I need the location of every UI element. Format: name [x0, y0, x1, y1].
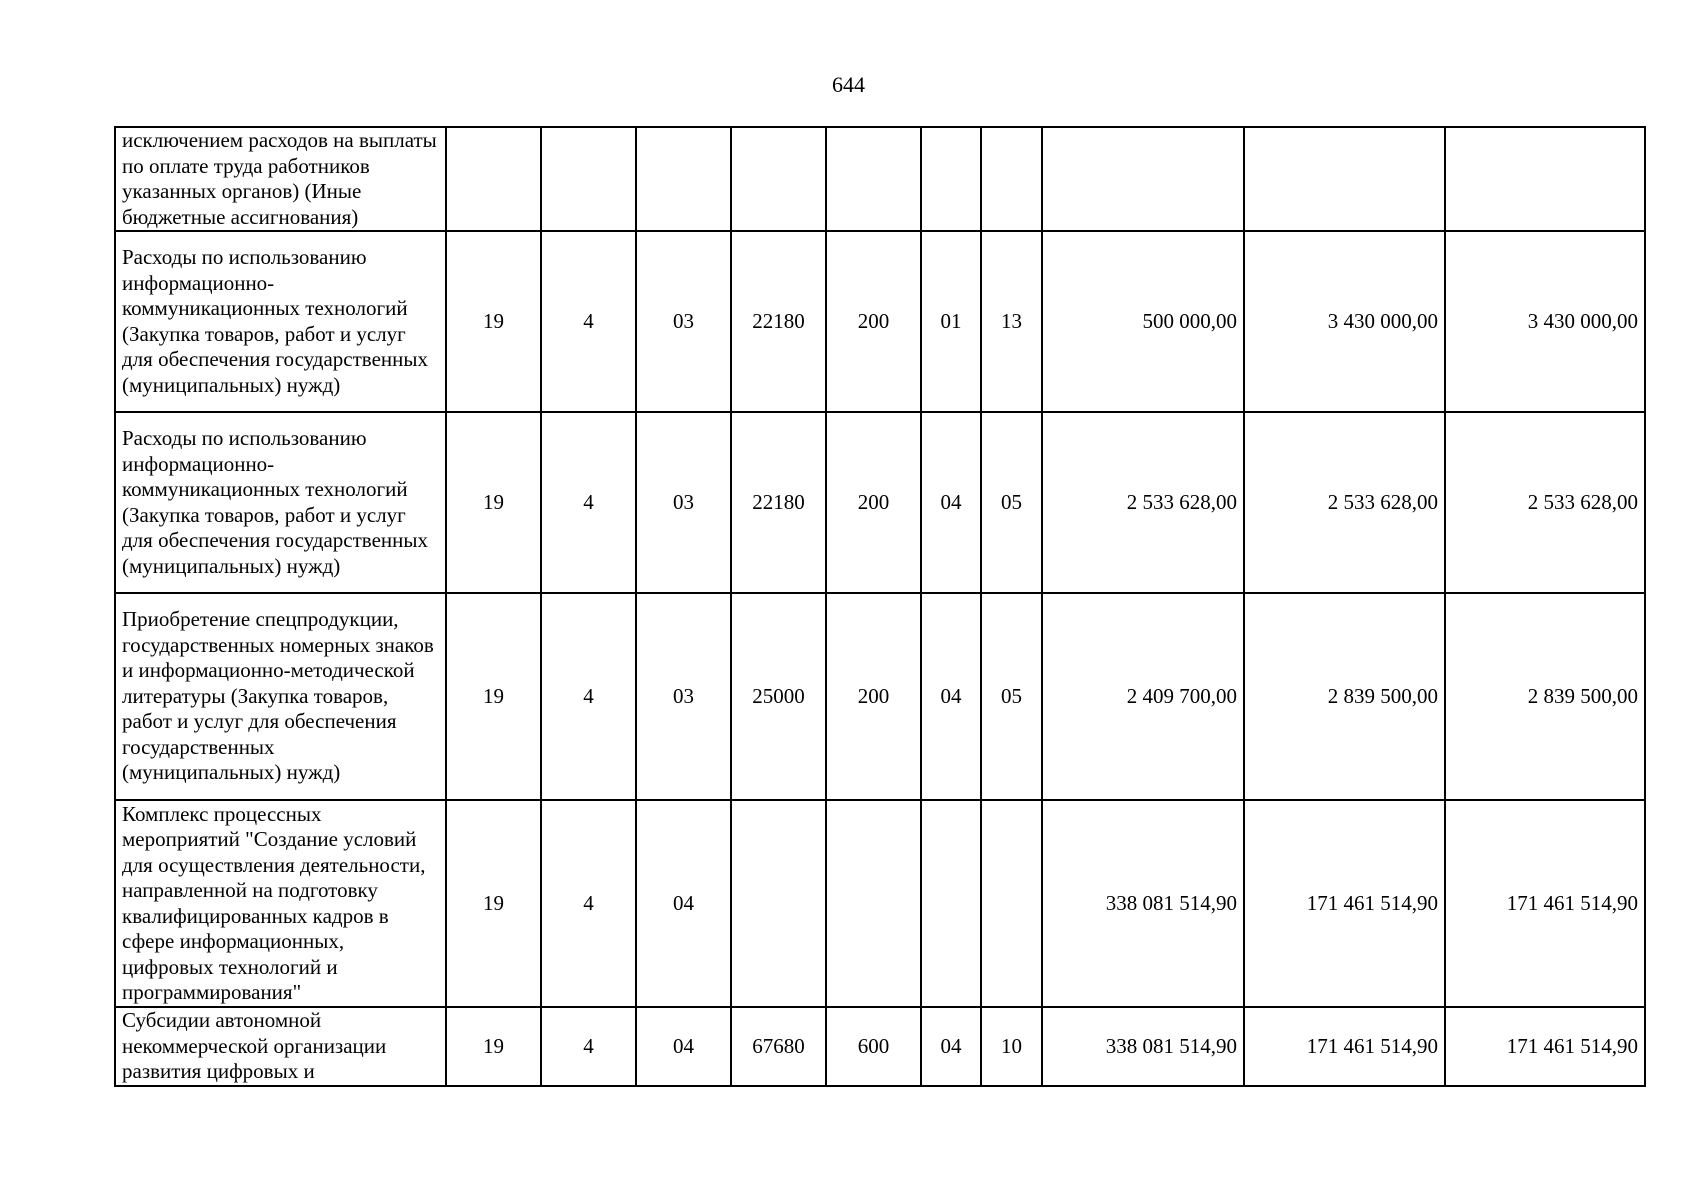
expense-type-cell: 200	[826, 231, 921, 412]
subsection-cell: 05	[981, 593, 1042, 800]
expense-type-cell: 200	[826, 593, 921, 800]
amount-year-1-cell: 338 081 514,90	[1042, 1007, 1244, 1086]
amount-year-3-cell: 2 533 628,00	[1445, 412, 1645, 593]
table-row	[115, 800, 1645, 1007]
subsection-cell	[981, 127, 1042, 231]
row-name-cell: Расходы по использованию информационно-коммуникационных технологий (Закупка товаров, работ и услуг для обеспечения государственных (муниципальных) нужд)	[115, 231, 446, 412]
budget-table	[114, 126, 1646, 1087]
amount-year-1-cell: 2 409 700,00	[1042, 593, 1244, 800]
section-cell: 04	[921, 593, 981, 800]
direction-code-cell: 22180	[731, 231, 826, 412]
section-cell: 01	[921, 231, 981, 412]
row-name-cell: Комплекс процессных мероприятий "Создание условий для осуществления деятельности, направленной на подготовку квалифицированных кадров в сфере информационных, цифровых технологий и программирования"	[115, 800, 446, 1007]
program-code-cell: 19	[446, 1007, 541, 1086]
expense-type-cell: 200	[826, 412, 921, 593]
program-code-cell: 19	[446, 412, 541, 593]
subprogram-code-cell: 4	[541, 593, 636, 800]
table-row	[115, 231, 1645, 412]
direction-code-cell	[731, 800, 826, 1007]
direction-code-cell: 67680	[731, 1007, 826, 1086]
section-cell: 04	[921, 1007, 981, 1086]
subsection-cell: 13	[981, 231, 1042, 412]
amount-year-3-cell: 171 461 514,90	[1445, 1007, 1645, 1086]
subsection-cell	[981, 800, 1042, 1007]
page-number: 644	[832, 72, 865, 97]
activity-code-cell: 03	[636, 231, 731, 412]
subsection-cell: 05	[981, 412, 1042, 593]
amount-year-3-cell	[1445, 127, 1645, 231]
direction-code-cell: 25000	[731, 593, 826, 800]
row-name-cell: Расходы по использованию информационно-коммуникационных технологий (Закупка товаров, работ и услуг для обеспечения государственных (муниципальных) нужд)	[115, 412, 446, 593]
amount-year-1-cell: 338 081 514,90	[1042, 800, 1244, 1007]
program-code-cell: 19	[446, 593, 541, 800]
amount-year-2-cell: 171 461 514,90	[1244, 1007, 1445, 1086]
section-cell: 04	[921, 412, 981, 593]
section-cell	[921, 800, 981, 1007]
amount-year-2-cell: 3 430 000,00	[1244, 231, 1445, 412]
amount-year-2-cell: 171 461 514,90	[1244, 800, 1445, 1007]
subsection-cell: 10	[981, 1007, 1042, 1086]
subprogram-code-cell	[541, 127, 636, 231]
activity-code-cell: 03	[636, 593, 731, 800]
subprogram-code-cell: 4	[541, 1007, 636, 1086]
amount-year-1-cell	[1042, 127, 1244, 231]
program-code-cell: 19	[446, 231, 541, 412]
table-row	[115, 1007, 1645, 1086]
amount-year-1-cell: 2 533 628,00	[1042, 412, 1244, 593]
subprogram-code-cell: 4	[541, 412, 636, 593]
direction-code-cell	[731, 127, 826, 231]
row-name-cell: Приобретение спецпродукции, государственных номерных знаков и информационно-методической литературы (Закупка товаров, работ и услуг для обеспечения государственных (муниципальных) нужд)	[115, 593, 446, 800]
expense-type-cell	[826, 800, 921, 1007]
row-name-cell: исключением расходов на выплаты по оплате труда работников указанных органов) (Иные бюджетные ассигнования)	[115, 127, 446, 231]
table-row	[115, 127, 1645, 231]
amount-year-3-cell: 2 839 500,00	[1445, 593, 1645, 800]
amount-year-3-cell: 171 461 514,90	[1445, 800, 1645, 1007]
table-row	[115, 412, 1645, 593]
expense-type-cell	[826, 127, 921, 231]
activity-code-cell: 03	[636, 412, 731, 593]
amount-year-3-cell: 3 430 000,00	[1445, 231, 1645, 412]
row-name-cell: Субсидии автономной некоммерческой организации развития цифровых и	[115, 1007, 446, 1086]
program-code-cell: 19	[446, 800, 541, 1007]
program-code-cell	[446, 127, 541, 231]
amount-year-1-cell: 500 000,00	[1042, 231, 1244, 412]
table-row	[115, 593, 1645, 800]
amount-year-2-cell: 2 839 500,00	[1244, 593, 1445, 800]
amount-year-2-cell: 2 533 628,00	[1244, 412, 1445, 593]
subprogram-code-cell: 4	[541, 231, 636, 412]
activity-code-cell	[636, 127, 731, 231]
activity-code-cell: 04	[636, 1007, 731, 1086]
subprogram-code-cell: 4	[541, 800, 636, 1007]
amount-year-2-cell	[1244, 127, 1445, 231]
activity-code-cell: 04	[636, 800, 731, 1007]
direction-code-cell: 22180	[731, 412, 826, 593]
expense-type-cell: 600	[826, 1007, 921, 1086]
section-cell	[921, 127, 981, 231]
